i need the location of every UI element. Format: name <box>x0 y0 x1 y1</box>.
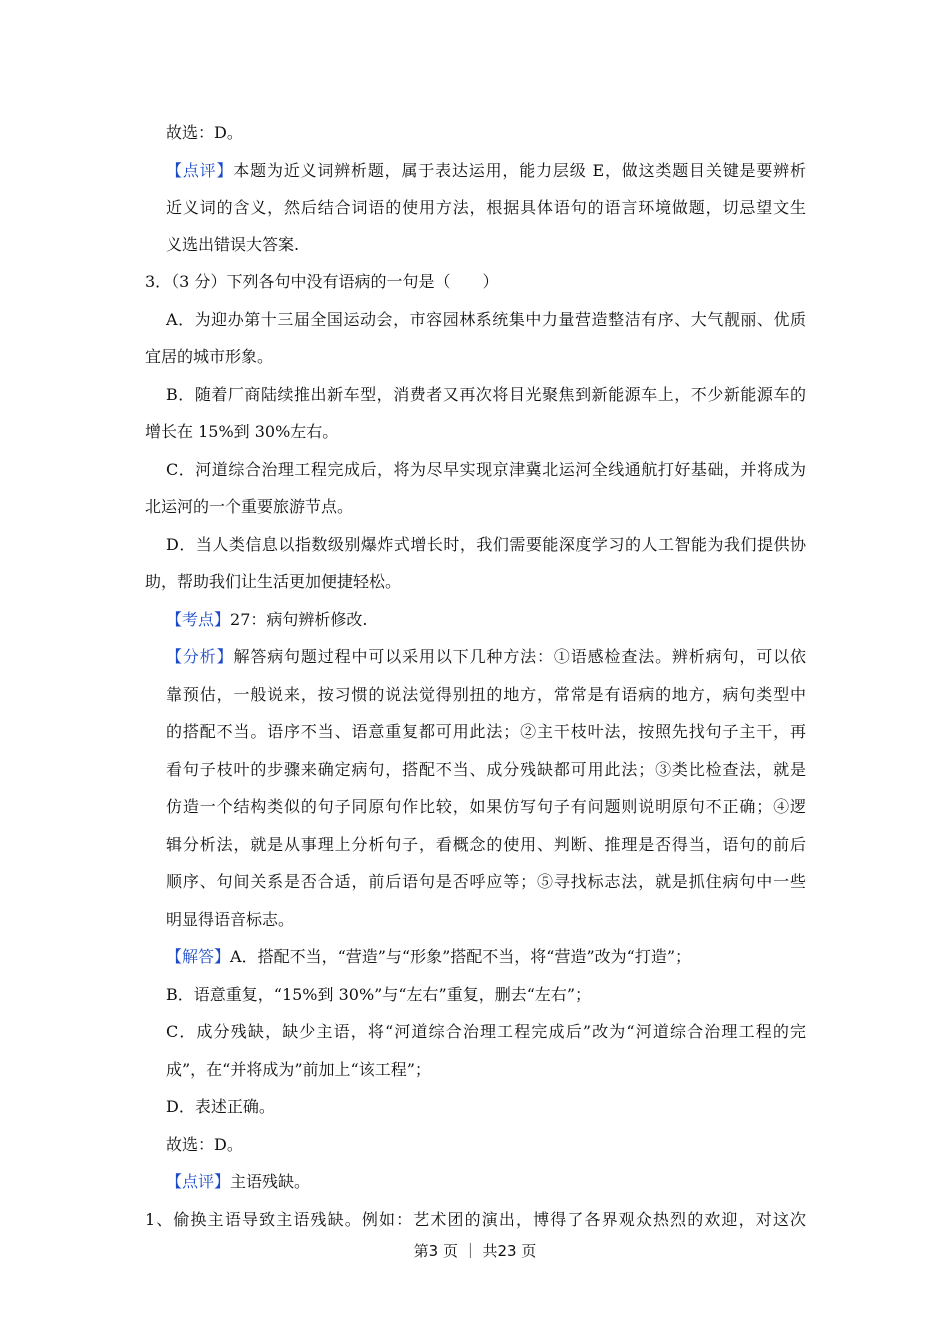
prev-choice: 故选：D。 <box>166 123 243 142</box>
jieda-line-c1: C．成分残缺，缺少主语，将“河道综合治理工程完成后”改为“河道综合治理工程的完 <box>166 1022 806 1041</box>
prev-comment-line-1 <box>166 160 806 182</box>
option-c-line-2: 北运河的一个重要旅游节点。 <box>145 497 354 516</box>
jieda-line-a <box>166 946 691 968</box>
jieda-line-c2: 成”，在“并将成为”前加上“该工程”； <box>166 1060 431 1079</box>
fenxi-text-1: 解答病句题过程中可以采用以下几种方法：①语感检查法。辨析病句，可以依 <box>233 647 806 666</box>
question-stem: 3．（3 分）下列各句中没有语病的一句是（ ） <box>145 272 499 291</box>
prev-comment-line-2: 近义词的含义，然后结合词语的使用方法，根据具体语句的语言环境做题，切忌望文生 <box>166 198 806 217</box>
jieda-line-d: D．表述正确。 <box>166 1097 275 1116</box>
option-c-line-1: C．河道综合治理工程完成后，将为尽早实现京津冀北运河全线通航打好基础，并将成为 <box>166 460 806 479</box>
dianping-tag: 【点评】 <box>166 1172 231 1191</box>
jieda-tag: 【解答】 <box>166 947 231 966</box>
fenxi-line-8: 明显得语音标志。 <box>166 910 295 929</box>
fenxi-line-7: 顺序、句间关系是否合适，前后语句是否呼应等；⑤寻找标志法，就是抓住病句中一些 <box>166 872 806 891</box>
option-a-line-2: 宜居的城市形象。 <box>145 347 274 366</box>
fenxi-line-3: 的搭配不当。语序不当、语意重复都可用此法；②主干枝叶法，按照先找句子主干，再 <box>166 722 806 741</box>
fenxi-line-2: 靠预估，一般说来，按习惯的说法觉得别扭的地方，常常是有语病的地方，病句类型中 <box>166 685 806 704</box>
prev-comment-text-1: 本题为近义词辨析题，属于表达运用，能力层级 E，做这类题目关键是要辨析 <box>233 161 806 180</box>
kaodian-tag: 【考点】 <box>166 610 231 629</box>
prev-comment-line-3: 义选出错误大答案. <box>166 235 300 254</box>
kaodian-text: 27：病句辨析修改. <box>230 610 368 629</box>
kaodian-line <box>166 609 367 631</box>
dianping-item-1: 1、偷换主语导致主语残缺。例如：艺术团的演出，博得了各界观众热烈的欢迎，对这次 <box>145 1210 806 1229</box>
fenxi-line-5: 仿造一个结构类似的句子同原句作比较，如果仿写句子有问题则说明原句不正确；④逻 <box>166 797 806 816</box>
option-a-line-1: A．为迎办第十三届全国运动会，市容园林系统集中力量营造整洁有序、大气靓丽、优质 <box>166 310 806 329</box>
dianping-text: 主语残缺。 <box>230 1172 311 1191</box>
option-b-line-2: 增长在 15%到 30%左右。 <box>145 422 339 441</box>
fenxi-line-4: 看句子枝叶的步骤来确定病句，搭配不当、成分残缺都可用此法；③类比检查法，就是 <box>166 760 806 779</box>
option-d-line-1: D．当人类信息以指数级别爆炸式增长时，我们需要能深度学习的人工智能为我们提供协 <box>166 535 806 554</box>
option-b-line-1: B．随着厂商陆续推出新车型，消费者又再次将目光聚焦到新能源车上，不少新能源车的 <box>166 385 806 404</box>
jieda-choice: 故选：D。 <box>166 1135 243 1154</box>
prev-comment-tag: 【点评】 <box>166 161 234 180</box>
fenxi-line-6: 辑分析法，就是从事理上分析句子，看概念的使用、判断、推理是否得当，语句的前后 <box>166 835 806 854</box>
jieda-a-text: A．搭配不当，“营造”与“形象”搭配不当，将“营造”改为“打造”； <box>230 947 692 966</box>
jieda-line-b: B．语意重复，“15%到 30%”与“左右”重复，删去“左右”； <box>166 985 592 1004</box>
option-d-line-2: 助，帮助我们让生活更加便捷轻松。 <box>145 572 402 591</box>
fenxi-tag: 【分析】 <box>166 647 234 666</box>
dianping-line <box>166 1171 310 1193</box>
page-footer: 第3 页 ｜ 共23 页 <box>413 1242 537 1260</box>
fenxi-line-1 <box>166 646 806 668</box>
